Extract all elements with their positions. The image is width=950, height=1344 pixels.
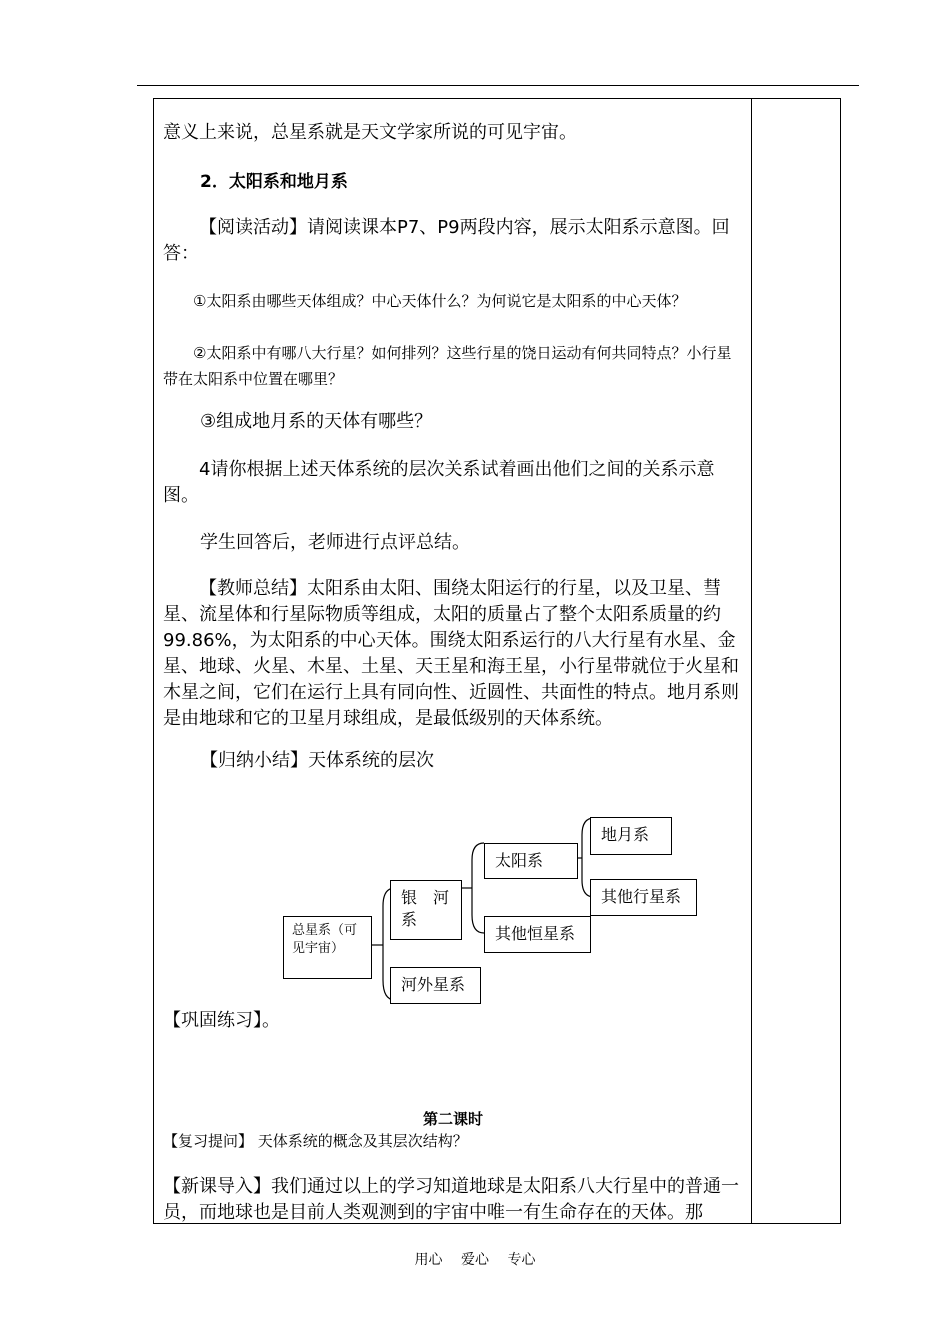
- section-heading-solar-system: 2．太阳系和地月系: [200, 172, 348, 192]
- paragraph-visible-universe: 意义上来说，总星系就是天文学家所说的可见宇宙。: [163, 122, 577, 143]
- question-4: 4请你根据上述天体系统的层次关系试着画出他们之间的关系示意图。: [163, 459, 715, 506]
- box-other-stars: 其他恒星系: [484, 916, 591, 953]
- box-other-planets: 其他行星系: [590, 879, 697, 916]
- teacher-summary: 【教师总结】太阳系由太阳、围绕太阳运行的行星，以及卫星、彗星、流星体和行星际物质等组成，太阳的质量占了整个太阳系质量的约99.86%，为太阳系的中心天体。围绕太阳系运行的八大行星有水星、金星、地球、火星、木星、土星、天王星和海王星，小行星带就位于火星和木星之间，它们在运行上具有同向性、近圆性、共面性的特点。地月系则是由地球和它的卫星月球组成，是最低级别的天体系统。: [163, 578, 739, 729]
- box-total-galaxy: 总星系（可见宇宙）: [283, 916, 372, 979]
- new-lesson-intro: 【新课导入】我们通过以上的学习知道地球是太阳系八大行星中的普通一员，而地球也是目前人类观测到的宇宙中唯一有生命存在的天体。那: [163, 1176, 739, 1223]
- header-rule: [137, 85, 859, 86]
- page-footer: 用心 爱心 专心: [414, 1252, 536, 1268]
- practice-heading: 【巩固练习】。: [163, 1010, 280, 1031]
- box-solar-system: 太阳系: [484, 843, 578, 879]
- question-1: ①太阳系由哪些天体组成？中心天体什么？为何说它是太阳系的中心天体？: [193, 292, 687, 310]
- student-answer-note: 学生回答后，老师进行点评总结。: [200, 532, 470, 553]
- induction-summary: 【归纳小结】天体系统的层次: [200, 750, 434, 771]
- box-milky-way: 银 河系: [390, 880, 462, 940]
- question-2: ②太阳系中有哪八大行星？如何排列？这些行星的饶日运动有何共同特点？小行星带在太阳系中位置在哪里？: [163, 344, 732, 388]
- question-3: ③组成地月系的天体有哪些？: [200, 411, 433, 432]
- lesson-two-title: 第二课时: [422, 1110, 483, 1128]
- box-extragalactic: 河外星系: [390, 967, 481, 1004]
- table-column-divider: [751, 98, 752, 1224]
- reading-activity: 【阅读活动】请阅读课本P7、P9两段内容，展示太阳系示意图。回答：: [163, 217, 730, 264]
- box-earth-moon: 地月系: [590, 817, 672, 855]
- review-question: 【复习提问】 天体系统的概念及其层次结构？: [163, 1132, 468, 1150]
